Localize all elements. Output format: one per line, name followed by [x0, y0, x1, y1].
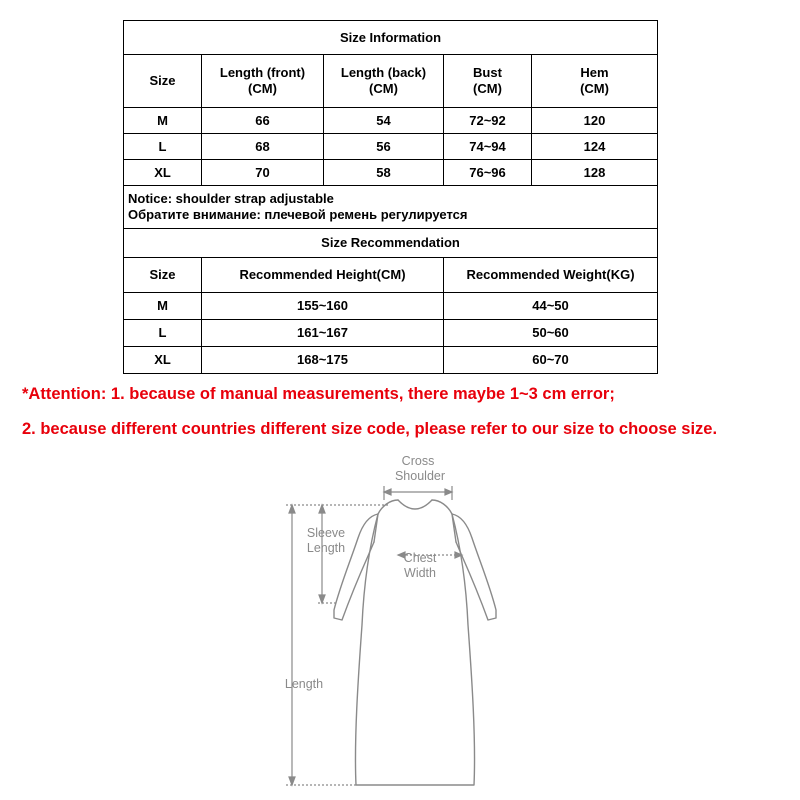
cell-hem: 120 — [532, 108, 658, 134]
sleeve-length-label-1: Sleeve — [306, 526, 346, 540]
rec-cell-weight: 44~50 — [444, 293, 658, 320]
size-table — [123, 20, 658, 374]
header-hem: Hem (CM) — [532, 55, 658, 108]
table-row — [124, 347, 658, 374]
cell-length-back: 56 — [324, 134, 444, 160]
rec-cell-size: M — [124, 293, 202, 320]
chest-width-label-1: Chest — [403, 551, 437, 565]
table-row — [124, 134, 658, 160]
rec-cell-size: XL — [124, 347, 202, 374]
table-row — [124, 320, 658, 347]
right-sleeve — [452, 514, 496, 620]
rec-cell-size: L — [124, 320, 202, 347]
cell-hem: 128 — [532, 160, 658, 186]
rec-header-height: Recommended Height(CM) — [202, 258, 444, 293]
rec-cell-height: 168~175 — [202, 347, 444, 374]
cell-length-front: 70 — [202, 160, 324, 186]
attention-line-1: *Attention: 1. because of manual measurements, there maybe 1~3 cm error; — [22, 385, 615, 403]
size-rec-header-row — [124, 258, 658, 293]
length-label: Length — [284, 677, 324, 691]
header-bust: Bust (CM) — [444, 55, 532, 108]
cell-length-front: 66 — [202, 108, 324, 134]
neckline — [398, 500, 432, 509]
chest-width-label-2: Width — [404, 566, 436, 580]
header-size: Size — [124, 55, 202, 108]
size-information-title: Size Information — [124, 21, 658, 55]
notice-ru: Обратите внимание: плечевой ремень регулируется — [128, 207, 468, 222]
cross-shoulder-label-2: Shoulder — [394, 469, 446, 483]
header-length-back: Length (back) (CM) — [324, 55, 444, 108]
cell-hem: 124 — [532, 134, 658, 160]
cell-length-front: 68 — [202, 134, 324, 160]
sleeve-length-label-2: Length — [306, 541, 346, 555]
rec-header-size: Size — [124, 258, 202, 293]
cross-shoulder-label-1: Cross — [401, 454, 435, 468]
attention-line-2: 2. because different countries different size code, please refer to our size to choose size. — [22, 420, 718, 438]
dress-measurement-diagram — [270, 450, 530, 795]
rec-cell-height: 161~167 — [202, 320, 444, 347]
cell-length-back: 54 — [324, 108, 444, 134]
rec-cell-weight: 50~60 — [444, 320, 658, 347]
table-row — [124, 160, 658, 186]
cell-size: L — [124, 134, 202, 160]
rec-cell-height: 155~160 — [202, 293, 444, 320]
table-row — [124, 108, 658, 134]
size-info-header-row — [124, 55, 658, 108]
notice-en: Notice: shoulder strap adjustable — [128, 191, 334, 206]
header-length-front: Length (front) (CM) — [202, 55, 324, 108]
cell-bust: 74~94 — [444, 134, 532, 160]
notice — [124, 186, 658, 229]
cell-size: XL — [124, 160, 202, 186]
cell-bust: 76~96 — [444, 160, 532, 186]
cell-bust: 72~92 — [444, 108, 532, 134]
size-recommendation-title: Size Recommendation — [124, 229, 658, 258]
cell-size: M — [124, 108, 202, 134]
rec-cell-weight: 60~70 — [444, 347, 658, 374]
rec-header-weight: Recommended Weight(KG) — [444, 258, 658, 293]
cell-length-back: 58 — [324, 160, 444, 186]
table-row — [124, 293, 658, 320]
